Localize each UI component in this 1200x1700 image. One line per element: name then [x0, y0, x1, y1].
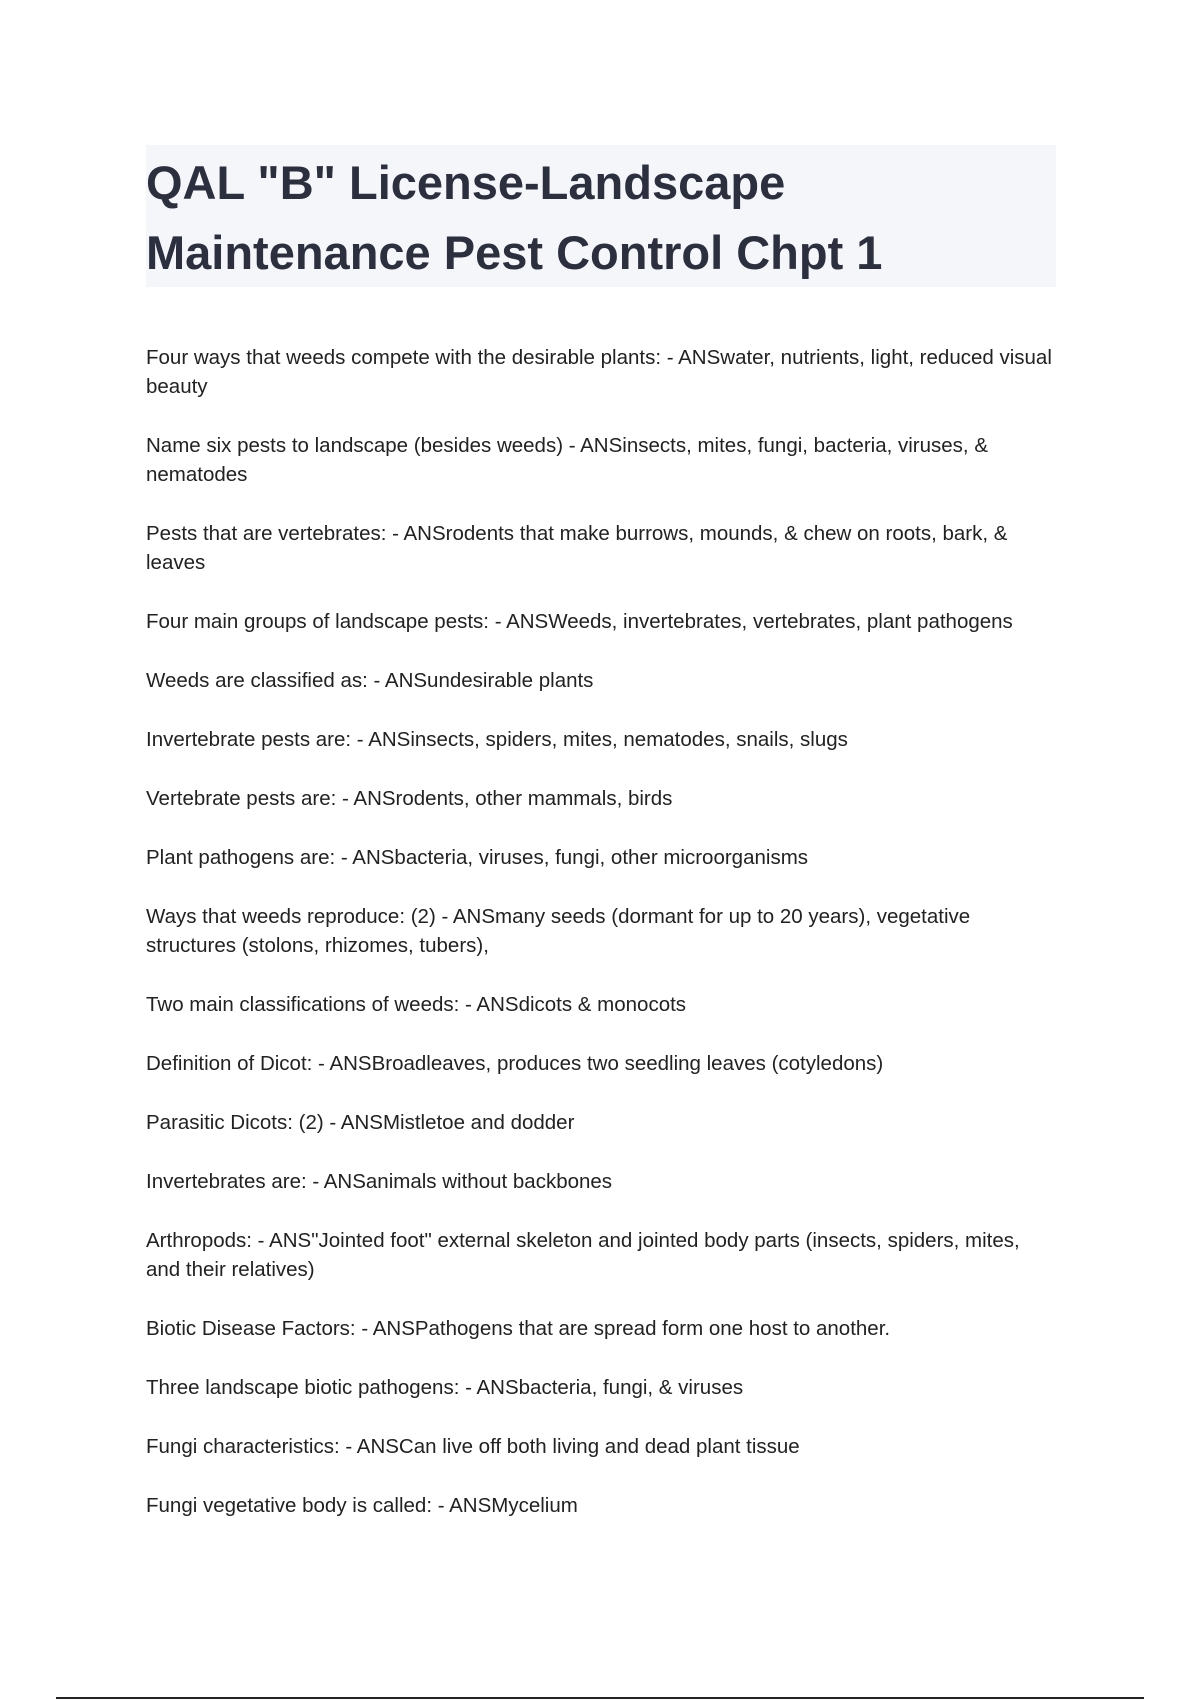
footer-divider — [56, 1697, 1144, 1699]
qa-item: Invertebrate pests are: - ANSinsects, spiders, mites, nematodes, snails, slugs — [146, 728, 848, 751]
qa-item: Four main groups of landscape pests: - ANSWeeds, invertebrates, vertebrates, plant pathogens — [146, 610, 1013, 633]
qa-item: Parasitic Dicots: (2) - ANSMistletoe and dodder — [146, 1111, 575, 1134]
qa-item: Plant pathogens are: - ANSbacteria, viruses, fungi, other microorganisms — [146, 846, 809, 869]
qa-item: Two main classifications of weeds: - ANSdicots & monocots — [146, 993, 687, 1016]
title-banner — [146, 145, 1056, 287]
qa-item: Vertebrate pests are: - ANSrodents, other mammals, birds — [146, 787, 673, 810]
qa-item: Fungi characteristics: - ANSCan live off both living and dead plant tissue — [146, 1435, 800, 1458]
qa-item: Biotic Disease Factors: - ANSPathogens that are spread form one host to another. — [146, 1317, 891, 1340]
qa-item: Arthropods: - ANS"Jointed foot" external skeleton and jointed body parts (insects, spiders, mites, and their relatives) — [146, 1229, 1020, 1281]
qa-item: Weeds are classified as: - ANSundesirable plants — [146, 669, 594, 692]
qa-item: Four ways that weeds compete with the desirable plants: - ANSwater, nutrients, light, reduced visual beauty — [146, 346, 1052, 398]
qa-item: Name six pests to landscape (besides weeds) - ANSinsects, mites, fungi, bacteria, viruses, & nematodes — [146, 434, 989, 486]
page-title — [146, 148, 882, 288]
qa-item: Ways that weeds reproduce: (2) - ANSmany seeds (dormant for up to 20 years), vegetative structures (stolons, rhizomes, tubers), — [146, 905, 971, 957]
page-title-line-1: QAL "B" License-Landscape — [146, 156, 786, 209]
qa-item: Fungi vegetative body is called: - ANSMycelium — [146, 1494, 578, 1517]
qa-item: Three landscape biotic pathogens: - ANSbacteria, fungi, & viruses — [146, 1376, 744, 1399]
qa-item: Definition of Dicot: - ANSBroadleaves, produces two seedling leaves (cotyledons) — [146, 1052, 884, 1075]
qa-item: Invertebrates are: - ANSanimals without backbones — [146, 1170, 613, 1193]
page-title-line-2: Maintenance Pest Control Chpt 1 — [146, 226, 883, 279]
question-answer-list — [146, 343, 1056, 1550]
qa-item: Pests that are vertebrates: - ANSrodents that make burrows, mounds, & chew on roots, bark, & leaves — [146, 522, 1008, 574]
